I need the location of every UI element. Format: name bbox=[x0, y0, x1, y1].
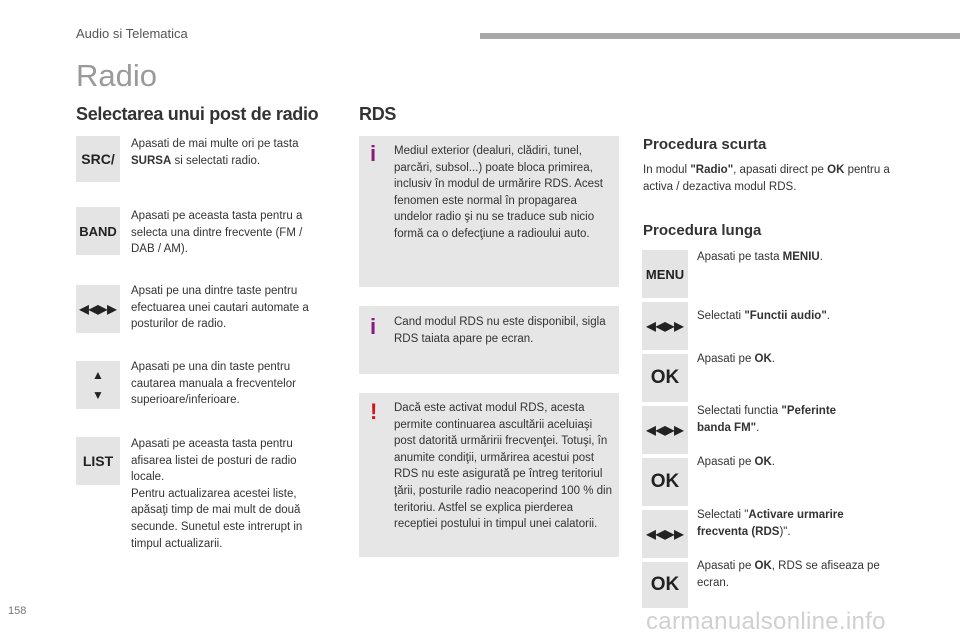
band-description: Apasati pe aceasta tasta pentru a selecta una dintre frecvente (FM / DAB / AM). bbox=[131, 210, 303, 256]
manual-search-description: Apasati pe una din taste pentru cautarea manuala a frecventelor superioare/inferioare. bbox=[131, 361, 296, 407]
ok-key-label: OK bbox=[650, 367, 680, 388]
src-key-label: SRC/ bbox=[81, 151, 115, 167]
step-2-p1: Selectati bbox=[697, 310, 745, 322]
step-1-b1: MENIU bbox=[782, 251, 820, 263]
step-6-p1: Selectati " bbox=[697, 509, 749, 521]
src-key bbox=[76, 136, 120, 182]
seek-arrows-icon: ◀◀▶▶ bbox=[642, 406, 688, 454]
step-2-text bbox=[697, 308, 907, 325]
step-3-p2: . bbox=[771, 353, 775, 365]
page-number: 158 bbox=[8, 605, 27, 617]
step-4-b1: "Peferinte banda FM" bbox=[697, 405, 837, 434]
info-icon: i bbox=[370, 141, 377, 166]
warning-note bbox=[359, 393, 619, 557]
list-description bbox=[131, 436, 323, 552]
step-7-p2: , RDS se afiseaza pe ecran. bbox=[697, 560, 880, 589]
step-3-text bbox=[697, 351, 907, 368]
short-p1: In modul bbox=[643, 164, 691, 176]
step-7-p1: Apasati pe bbox=[697, 560, 755, 572]
info-note-1-text: Mediul exterior (dealuri, clădiri, tunel, parcări, subsol...) poate bloca primirea, inclusiv în modul de urmărire RDS. Acest fenomen este normal în propagarea undelor radio şi nu se traduce sub nicio formă ca o defecţiune a radioului auto. bbox=[394, 145, 603, 240]
rds-heading: RDS bbox=[359, 104, 397, 124]
info-note-2-text: Cand modul RDS nu este disponibil, sigla RDS taiata apare pe ecran. bbox=[394, 316, 606, 345]
step-1-text bbox=[697, 249, 907, 266]
left-heading: Selectarea unui post de radio bbox=[76, 104, 319, 124]
list-key-label: LIST bbox=[82, 453, 114, 469]
band-key bbox=[76, 207, 120, 255]
up-down-arrows-icon: ▲ ▼ bbox=[76, 361, 120, 409]
src-text-after: si selectati radio. bbox=[171, 154, 261, 167]
short-b1: "Radio" bbox=[690, 164, 734, 176]
src-text-before: Apasati de mai multe ori pe tasta bbox=[131, 138, 299, 150]
step-4-p2: . bbox=[756, 421, 760, 434]
short-procedure-heading: Procedura scurta bbox=[643, 136, 767, 153]
band-key-label: BAND bbox=[79, 223, 117, 239]
step-7-b1: OK bbox=[754, 560, 772, 572]
step-2-p2: . bbox=[826, 310, 830, 322]
list-key bbox=[76, 437, 120, 485]
section-title: Audio si Telematica bbox=[76, 26, 188, 41]
step-4-p1: Selectati functia bbox=[697, 405, 782, 417]
seek-arrows-icon: ◀◀▶▶ bbox=[642, 302, 688, 350]
step-5-p2: . bbox=[771, 456, 775, 468]
step-2-b1: "Functii audio" bbox=[744, 310, 827, 322]
ok-key bbox=[642, 562, 688, 608]
short-p2: , apasati direct pe bbox=[733, 164, 828, 176]
src-description bbox=[131, 136, 326, 169]
step-3-p1: Apasati pe bbox=[697, 353, 755, 365]
step-1-p2: . bbox=[819, 251, 823, 263]
src-text-bold: SURSA bbox=[131, 154, 172, 167]
ok-key bbox=[642, 354, 688, 402]
info-icon: i bbox=[370, 314, 377, 339]
watermark: carmanualsonline.info bbox=[646, 608, 886, 635]
ok-key-label: OK bbox=[650, 574, 680, 595]
info-note-2 bbox=[359, 306, 619, 374]
ok-key bbox=[642, 458, 688, 506]
step-7-text bbox=[697, 558, 907, 591]
step-1-p1: Apasati pe tasta bbox=[697, 251, 783, 263]
menu-key-label: MENU bbox=[645, 266, 685, 282]
seek-description: Apsati pe una dintre taste pentru efectuarea unei cautari automate a posturilor de radio. bbox=[131, 285, 309, 331]
list-text-1: Apasati pe aceasta tasta pentru afisarea listei de posturi de radio locale. bbox=[131, 438, 297, 484]
step-6-p2: )". bbox=[779, 525, 791, 538]
warning-note-text: Dacă este activat modul RDS, acesta permite continuarea ascultării aceluiaşi post datorită urmăririi frecvenţei. Totuşi, în anumite condiţii, urmărirea acestui post RDS nu este asigurată pe întreg teritoriul ţării, posturile radio neacoperind 100 % din teritoriu. Astfel se explica pierderea receptiei postului in timpul unei calatorii. bbox=[394, 402, 612, 531]
step-6-b1: Activare urmarire frecventa (RDS bbox=[697, 509, 844, 538]
step-6-text bbox=[697, 507, 877, 540]
seek-arrows-icon: ◀◀▶▶ bbox=[76, 285, 120, 333]
warning-icon: ! bbox=[370, 399, 378, 424]
step-4-text bbox=[697, 403, 867, 436]
page-title: Radio bbox=[76, 58, 157, 93]
ok-key-label: OK bbox=[650, 471, 680, 492]
info-note-1 bbox=[359, 136, 619, 287]
short-p3: pentru a activa / dezactiva modul RDS. bbox=[643, 164, 890, 193]
step-5-p1: Apasati pe bbox=[697, 456, 755, 468]
seek-arrows-icon: ◀◀▶▶ bbox=[642, 510, 688, 558]
short-b2: OK bbox=[827, 164, 845, 176]
step-5-b1: OK bbox=[754, 456, 772, 468]
step-5-text bbox=[697, 454, 907, 471]
header-bar bbox=[480, 33, 960, 39]
short-procedure-text bbox=[643, 162, 905, 195]
step-3-b1: OK bbox=[754, 353, 772, 365]
long-procedure-heading: Procedura lunga bbox=[643, 222, 762, 239]
list-text-2: Pentru actualizarea acestei liste, apăsaţi timp de mai mult de două secunde. Sunetul este intrerupt in timpul actualizarii. bbox=[131, 487, 303, 550]
menu-key bbox=[642, 250, 688, 298]
